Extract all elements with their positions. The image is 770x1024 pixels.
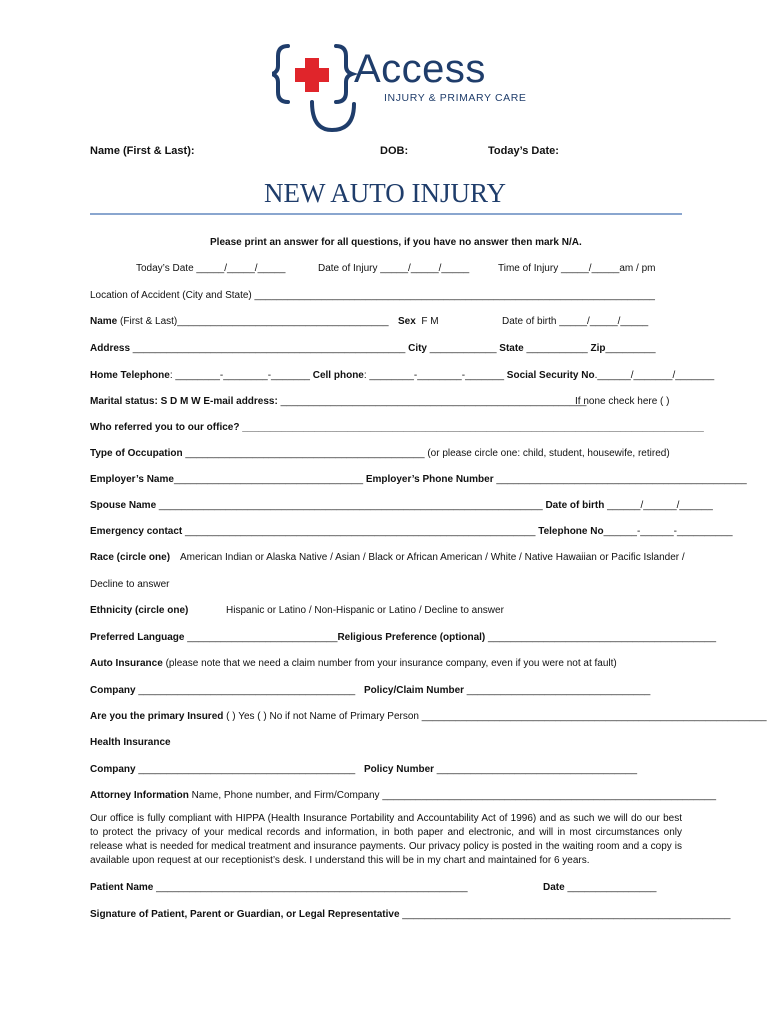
- title-divider: [90, 213, 682, 215]
- ethnicity-label: Ethnicity (circle one): [90, 605, 189, 616]
- city-blank: ____________: [429, 343, 497, 354]
- emergency-contact-blank: _______________________________________________________________: [182, 526, 539, 537]
- occupation-note: (or please circle one: child, student, housewife, retired): [427, 448, 670, 459]
- race-label: Race (circle one): [90, 552, 171, 563]
- health-company-field[interactable]: [90, 763, 355, 776]
- state-label: State: [496, 343, 527, 354]
- patient-name-blank: ________________________________________________________: [153, 882, 468, 893]
- phones-row[interactable]: [90, 369, 714, 382]
- patient-name-label: Patient Name: [90, 882, 154, 893]
- location-of-accident-field[interactable]: Location of Accident (City and State) ________________________________________________________________________: [90, 290, 655, 301]
- spouse-dob-blank: ______/______/______: [604, 500, 713, 511]
- zip-blank: _________: [605, 343, 656, 354]
- access-logo: [272, 42, 532, 134]
- spouse-dob-label: Date of birth: [545, 500, 605, 511]
- patient-name-signature-field[interactable]: [90, 881, 468, 894]
- time-of-injury-field[interactable]: Time of Injury _____/_____am / pm: [498, 263, 656, 274]
- emergency-contact-label: Emergency contact: [90, 526, 183, 537]
- attorney-label: Attorney Information: [90, 790, 189, 801]
- cell-phone-label: Cell phone: [309, 370, 364, 381]
- date-of-injury-field[interactable]: Date of Injury _____/_____/_____: [318, 263, 470, 274]
- auto-company-field[interactable]: [90, 684, 355, 697]
- employer-phone-blank: _____________________________________________: [493, 474, 747, 485]
- ssn-label: Social Security No: [504, 370, 595, 381]
- employer-phone-label: Employer’s Phone Number: [365, 474, 494, 485]
- name-label: Name: [90, 316, 118, 327]
- logo-tagline: INJURY & PRIMARY CARE: [384, 92, 527, 104]
- language-row[interactable]: [90, 631, 716, 644]
- auto-insurance-note: (please note that we need a claim number from your insurance company, even if you were not at fault): [162, 658, 617, 669]
- signature-date-field[interactable]: [543, 881, 656, 894]
- signature-date-blank: ________________: [564, 882, 657, 893]
- language-label: Preferred Language: [90, 632, 185, 643]
- occupation-row[interactable]: [90, 447, 670, 460]
- primary-insured-row[interactable]: [90, 710, 767, 723]
- emergency-telephone-label: Telephone No: [538, 526, 604, 537]
- home-telephone-blank: : ________-________-_______: [169, 370, 310, 381]
- auto-company-blank: _______________________________________: [135, 685, 356, 696]
- spouse-name-blank: _____________________________________________________________________: [156, 500, 546, 511]
- primary-insured-label: Are you the primary Insured: [90, 711, 224, 722]
- date-of-birth-field[interactable]: Date of birth _____/_____/_____: [502, 316, 649, 327]
- occupation-blank: ___________________________________________: [182, 448, 428, 459]
- religion-blank: _________________________________________: [485, 632, 717, 643]
- signature-row[interactable]: [90, 908, 730, 921]
- ethnicity-options[interactable]: Hispanic or Latino / Non-Hispanic or Latino / Decline to answer: [226, 605, 504, 616]
- spouse-row[interactable]: [90, 499, 713, 512]
- health-policy-field[interactable]: [364, 763, 637, 776]
- religion-label: Religious Preference (optional): [337, 632, 486, 643]
- state-blank: ___________: [526, 343, 588, 354]
- form-title: NEW AUTO INJURY: [263, 178, 506, 208]
- privacy-statement: Our office is fully compliant with HIPPA (Health Insurance Portability and Accountability Act of 1996) and as such we will do our best to protect the privacy of your medical records and information, in both paper and electronic, and will in most circumstances only release what is needed for medical treatment and insurance payments. Our privacy policy is posted in the waiting room and a copy is available upon request at our receptionist’s desk. I understand this will be in my chart and maintained for 6 years.: [90, 813, 682, 866]
- policy-claim-field[interactable]: [364, 684, 650, 697]
- health-policy-blank: ____________________________________: [434, 764, 638, 775]
- header-dob-label: DOB:: [380, 145, 409, 157]
- health-company-blank: _______________________________________: [135, 764, 356, 775]
- header-today-label: Today’s Date:: [488, 145, 559, 157]
- no-email-checkbox[interactable]: If none check here ( ): [575, 396, 670, 407]
- health-policy-label: Policy Number: [364, 764, 435, 775]
- patient-name-field[interactable]: [90, 315, 389, 328]
- language-blank: ___________________________: [184, 632, 338, 643]
- auto-insurance-heading: [90, 657, 617, 670]
- zip-label: Zip: [587, 343, 606, 354]
- attorney-row[interactable]: [90, 789, 716, 802]
- sex-options: F M: [421, 316, 439, 327]
- sex-field[interactable]: [398, 315, 439, 328]
- auto-insurance-label: Auto Insurance: [90, 658, 163, 669]
- emergency-row[interactable]: [90, 525, 733, 538]
- city-label: City: [405, 343, 430, 354]
- address-row[interactable]: [90, 342, 656, 355]
- address-blank: _________________________________________________: [132, 343, 406, 354]
- emergency-telephone-blank: ______-______-__________: [603, 526, 733, 537]
- instruction-text: Please print an answer for all questions, if you have no answer then mark N/A.: [210, 237, 582, 248]
- employer-row[interactable]: [90, 473, 747, 486]
- referral-field[interactable]: Who referred you to our office? ___________________________________________________________________________________: [90, 422, 704, 433]
- attorney-note: Name, Phone number, and Firm/Company ____________________________________________________________: [188, 790, 717, 801]
- marital-email-row[interactable]: [90, 395, 587, 408]
- header-name-label: Name (First & Last):: [90, 145, 195, 157]
- primary-insured-options: ( ) Yes ( ) No if not Name of Primary Person ______________________________________________________________: [223, 711, 767, 722]
- marital-status-label: Marital status: S D M W E-mail address:: [90, 396, 281, 407]
- name-paren: (First & Last): [120, 316, 178, 327]
- signature-label: Signature of Patient, Parent or Guardian, or Legal Representative: [90, 909, 400, 920]
- race-options[interactable]: American Indian or Alaska Native / Asian / Black or African American / White / Native Hawaiian or Pacific Islander /: [180, 552, 685, 563]
- stethoscope-cross-icon: [272, 42, 362, 134]
- policy-claim-blank: _________________________________: [464, 685, 651, 696]
- health-company-label: Company: [90, 764, 136, 775]
- race-decline-option[interactable]: Decline to answer: [90, 579, 170, 590]
- todays-date-field[interactable]: Today’s Date _____/_____/_____: [136, 263, 286, 274]
- policy-claim-label: Policy/Claim Number: [364, 685, 465, 696]
- occupation-label: Type of Occupation: [90, 448, 183, 459]
- health-insurance-heading: Health Insurance: [90, 737, 171, 748]
- logo-wordmark: Access: [354, 47, 486, 91]
- ssn-blank: .______/_______/_______: [594, 370, 715, 381]
- home-telephone-label: Home Telephone: [90, 370, 170, 381]
- email-blank: _______________________________________________________: [280, 396, 587, 407]
- signature-blank: ___________________________________________________________: [399, 909, 731, 920]
- address-label: Address: [90, 343, 133, 354]
- employer-name-blank: __________________________________: [173, 474, 366, 485]
- cell-phone-blank: : ________-________-_______: [363, 370, 505, 381]
- name-blank: ______________________________________: [177, 316, 389, 327]
- auto-company-label: Company: [90, 685, 136, 696]
- employer-name-label: Employer’s Name: [90, 474, 174, 485]
- sex-label: Sex: [398, 316, 416, 327]
- spouse-name-label: Spouse Name: [90, 500, 157, 511]
- signature-date-label: Date: [543, 882, 565, 893]
